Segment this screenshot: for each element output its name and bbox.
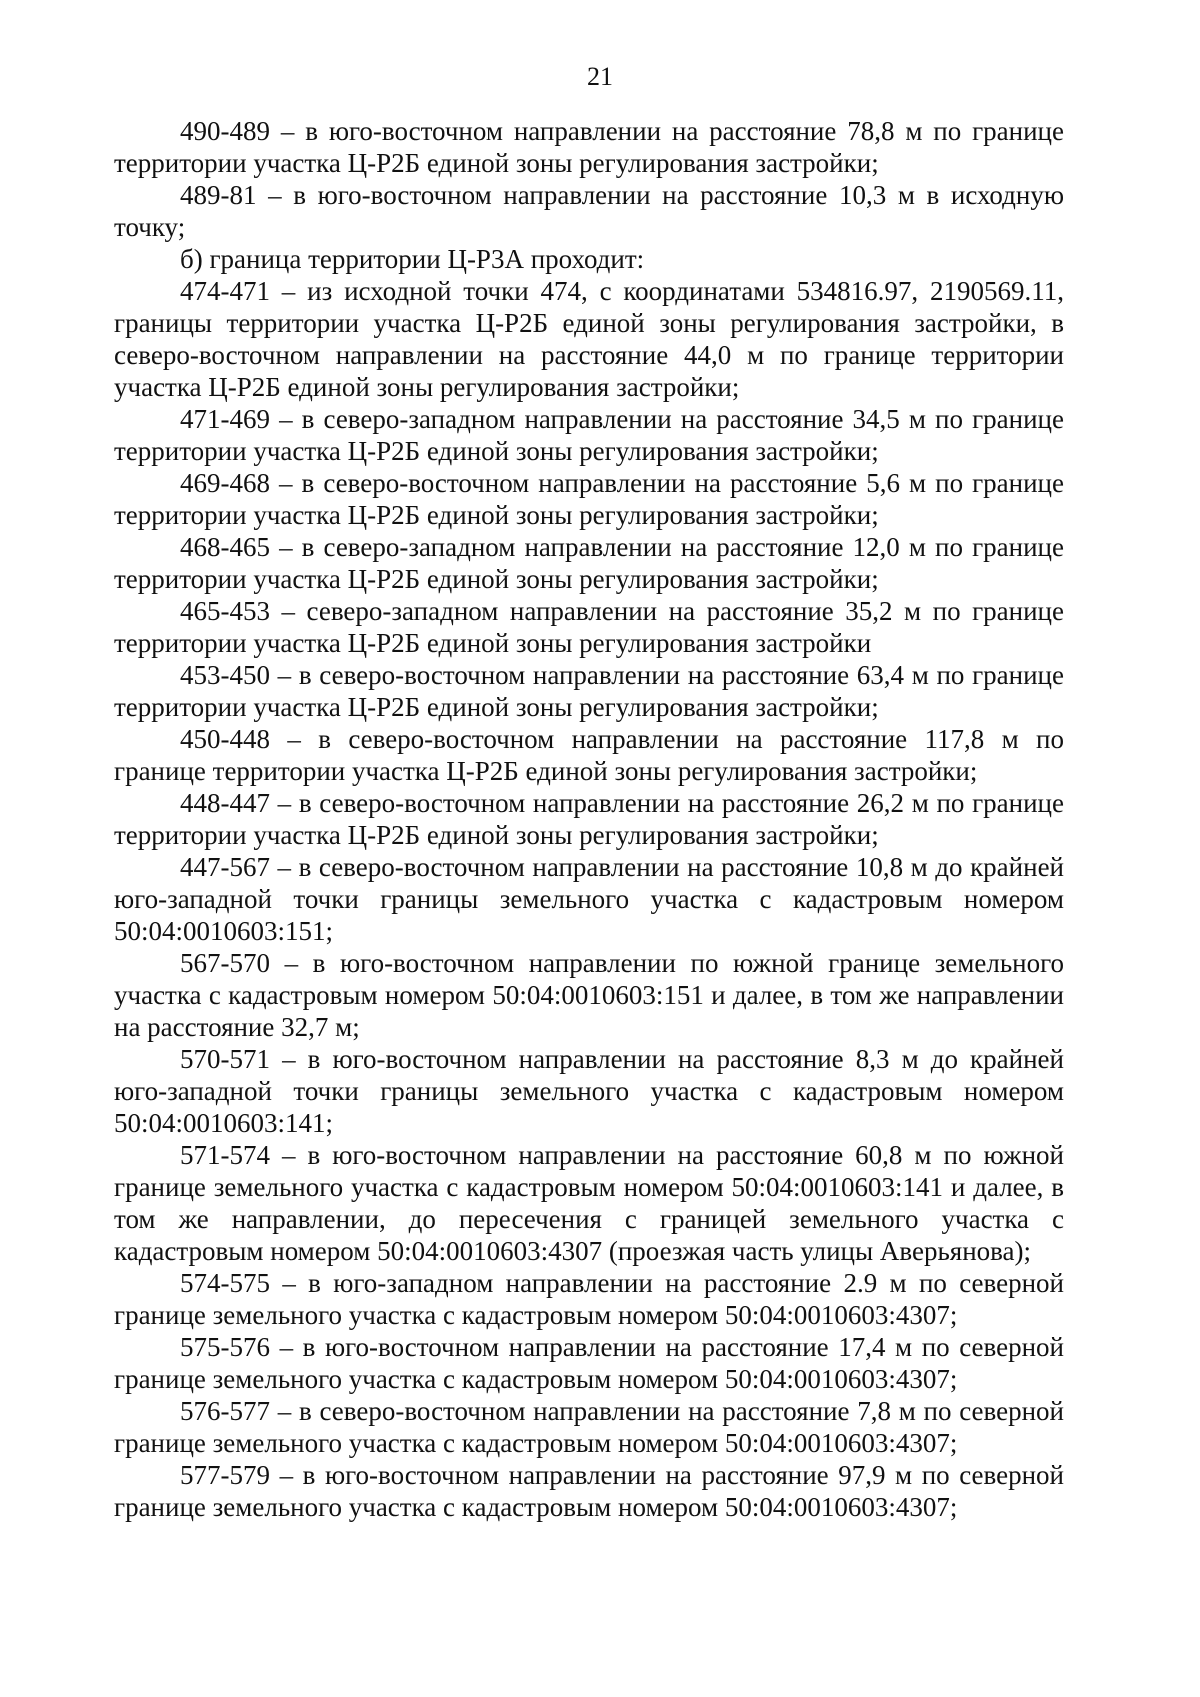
paragraph-474-471: 474-471 – из исходной точки 474, с координатами 534816.97, 2190569.11, границы территории участка Ц-Р2Б единой зоны регулирования застройки, в северо-восточном направлении на расстояние 44,0 м по границе территории участка Ц-Р2Б единой зоны регулирования застройки; — [114, 276, 1064, 402]
paragraph-576-577: 576-577 – в северо-восточном направлении на расстояние 7,8 м по северной границе земельного участка с кадастровым номером 50:04:0010603:4307; — [114, 1396, 1064, 1458]
paragraph-575-576: 575-576 – в юго-восточном направлении на расстояние 17,4 м по северной границе земельного участка с кадастровым номером 50:04:0010603:4307; — [114, 1332, 1064, 1394]
paragraph-570-571: 570-571 – в юго-восточном направлении на расстояние 8,3 м до крайней юго-западной точки границы земельного участка с кадастровым номером 50:04:0010603:141; — [114, 1044, 1064, 1138]
paragraph-489-81: 489-81 – в юго-восточном направлении на расстояние 10,3 м в исходную точку; — [114, 180, 1064, 242]
paragraph-453-450: 453-450 – в северо-восточном направлении на расстояние 63,4 м по границе территории участка Ц-Р2Б единой зоны регулирования застройки; — [114, 660, 1064, 722]
section-heading-c-r3a: б) граница территории Ц-Р3А проходит: — [180, 244, 645, 274]
paragraph-574-575: 574-575 – в юго-западном направлении на расстояние 2.9 м по северной границе земельного участка с кадастровым номером 50:04:0010603:4307; — [114, 1268, 1064, 1330]
document-body — [114, 115, 1064, 1523]
paragraph-490-489: 490-489 – в юго-восточном направлении на расстояние 78,8 м по границе территории участка Ц-Р2Б единой зоны регулирования застройки; — [114, 116, 1064, 178]
page-number: 21 — [587, 62, 613, 91]
paragraph-447-567: 447-567 – в северо-восточном направлении на расстояние 10,8 м до крайней юго-западной точки границы земельного участка с кадастровым номером 50:04:0010603:151; — [114, 852, 1064, 946]
paragraph-471-469: 471-469 – в северо-западном направлении на расстояние 34,5 м по границе территории участка Ц-Р2Б единой зоны регулирования застройки; — [114, 404, 1064, 466]
paragraph-468-465: 468-465 – в северо-западном направлении на расстояние 12,0 м по границе территории участка Ц-Р2Б единой зоны регулирования застройки; — [114, 532, 1064, 594]
paragraph-571-574: 571-574 – в юго-восточном направлении на расстояние 60,8 м по южной границе земельного участка с кадастровым номером 50:04:0010603:141 и далее, в том же направлении, до пересечения с границей земельного участка с кадастровым номером 50:04:0010603:4307 (проезжая часть улицы Аверьянова); — [114, 1140, 1064, 1266]
paragraph-448-447: 448-447 – в северо-восточном направлении на расстояние 26,2 м по границе территории участка Ц-Р2Б единой зоны регулирования застройки; — [114, 788, 1064, 850]
paragraph-567-570: 567-570 – в юго-восточном направлении по южной границе земельного участка с кадастровым номером 50:04:0010603:151 и далее, в том же направлении на расстояние 32,7 м; — [114, 948, 1064, 1042]
paragraph-469-468: 469-468 – в северо-восточном направлении на расстояние 5,6 м по границе территории участка Ц-Р2Б единой зоны регулирования застройки; — [114, 468, 1064, 530]
paragraph-450-448: 450-448 – в северо-восточном направлении на расстояние 117,8 м по границе территории участка Ц-Р2Б единой зоны регулирования застройки; — [114, 724, 1064, 786]
paragraph-465-453: 465-453 – северо-западном направлении на расстояние 35,2 м по границе территории участка Ц-Р2Б единой зоны регулирования застройки — [114, 596, 1064, 658]
paragraph-577-579: 577-579 – в юго-восточном направлении на расстояние 97,9 м по северной границе земельного участка с кадастровым номером 50:04:0010603:4307; — [114, 1460, 1064, 1522]
